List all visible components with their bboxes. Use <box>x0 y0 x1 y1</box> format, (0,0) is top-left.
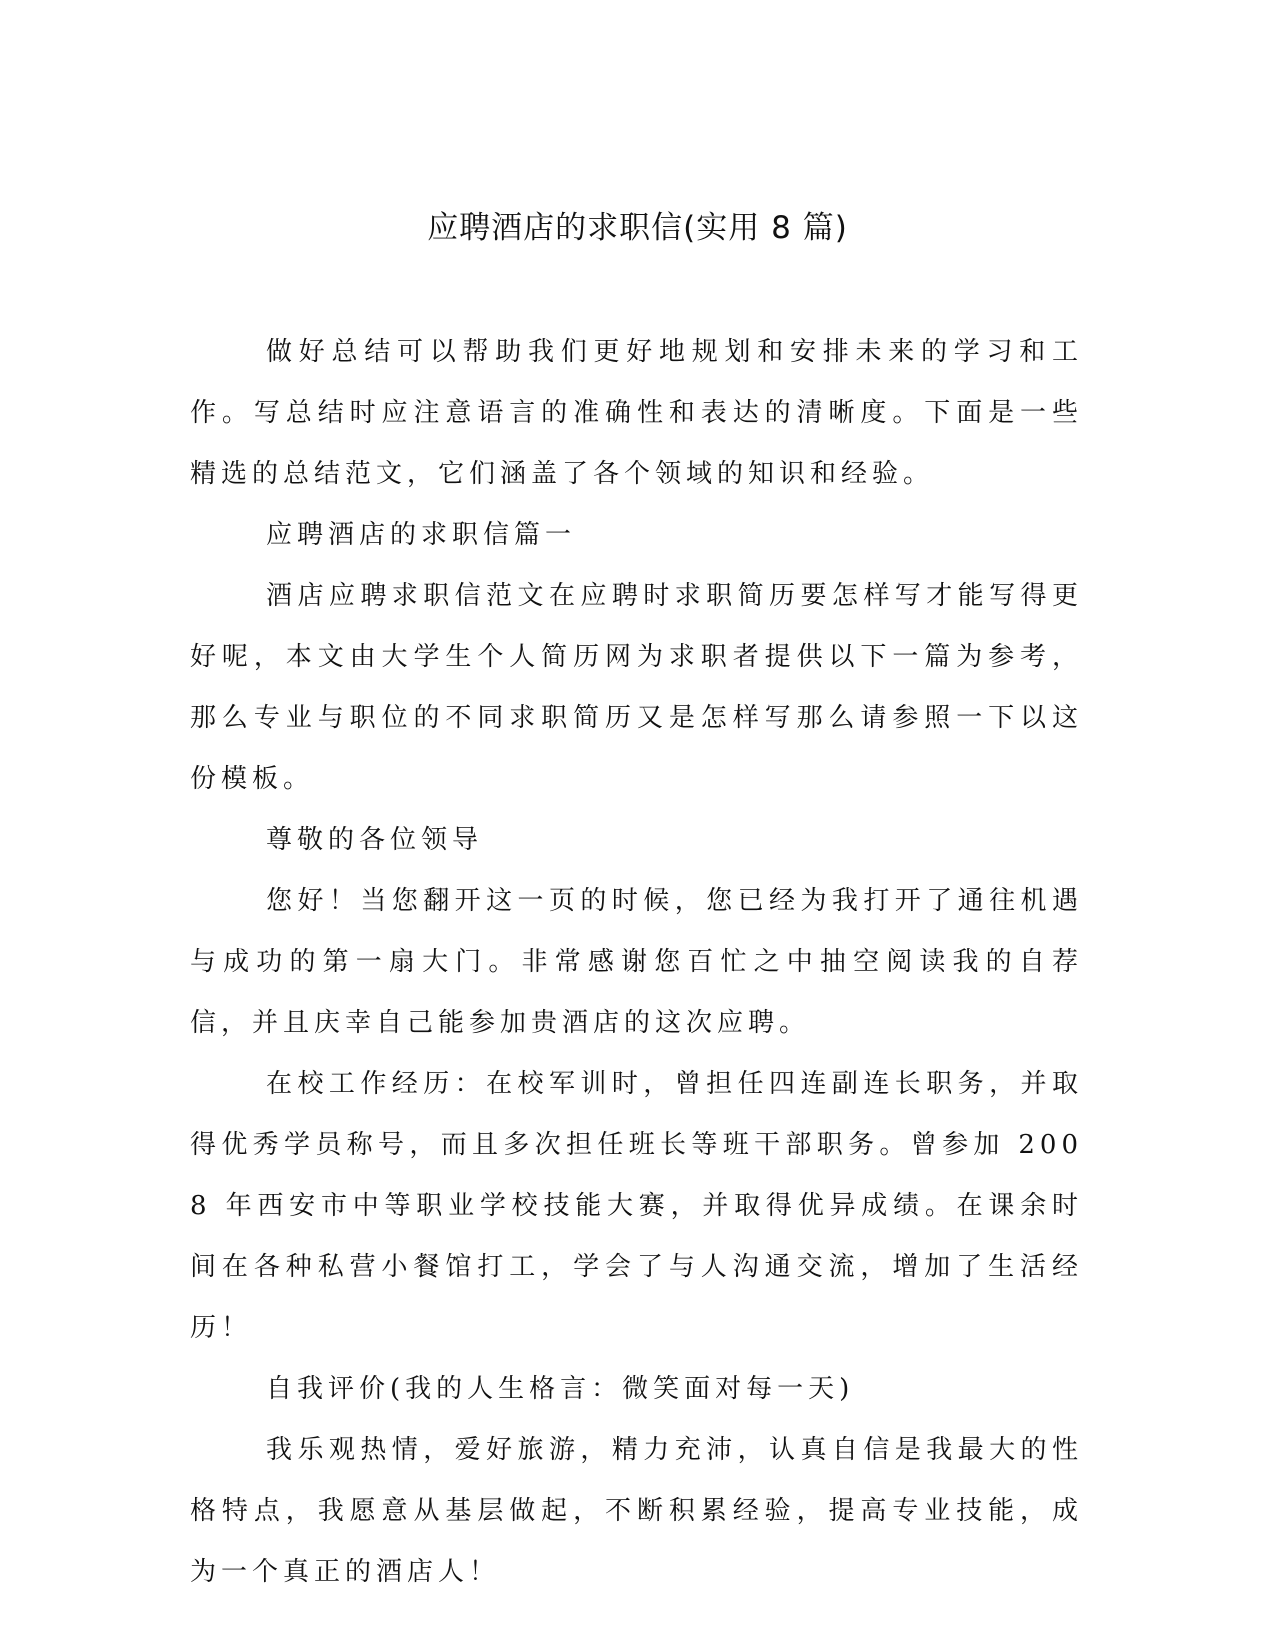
body-paragraph: 我乐观热情，爱好旅游，精力充沛，认真自信是我最大的性格特点，我愿意从基层做起，不断积累经验，提高专业技能，成为一个真正的酒店人！ <box>190 1435 1083 1587</box>
self-evaluation-heading: 自我评价(我的人生格言：微笑面对每一天) <box>266 1374 855 1404</box>
salutation: 尊敬的各位领导 <box>266 825 484 855</box>
document-body <box>190 322 1083 1603</box>
body-paragraph: 在校工作经历：在校军训时，曾担任四连副连长职务，并取得优秀学员称号，而且多次担任班长等班干部职务。曾参加 2008 年西安市中等职业学校技能大赛，并取得优异成绩。在课余时间在各种私营小餐馆打工，学会了与人沟通交流，增加了生活经历！ <box>190 1069 1083 1343</box>
section-heading: 应聘酒店的求职信篇一 <box>266 520 577 550</box>
body-paragraph: 酒店应聘求职信范文在应聘时求职简历要怎样写才能写得更好呢，本文由大学生个人简历网为求职者提供以下一篇为参考，那么专业与职位的不同求职简历又是怎样写那么请参照一下以这份模板。 <box>190 581 1083 794</box>
intro-paragraph: 做好总结可以帮助我们更好地规划和安排未来的学习和工作。写总结时应注意语言的准确性和表达的清晰度。下面是一些精选的总结范文，它们涵盖了各个领域的知识和经验。 <box>190 337 1083 489</box>
body-paragraph: 您好！当您翻开这一页的时候，您已经为我打开了通往机遇与成功的第一扇大门。非常感谢您百忙之中抽空阅读我的自荐信，并且庆幸自己能参加贵酒店的这次应聘。 <box>190 886 1083 1038</box>
document-title: 应聘酒店的求职信(实用 8 篇) <box>427 210 848 246</box>
